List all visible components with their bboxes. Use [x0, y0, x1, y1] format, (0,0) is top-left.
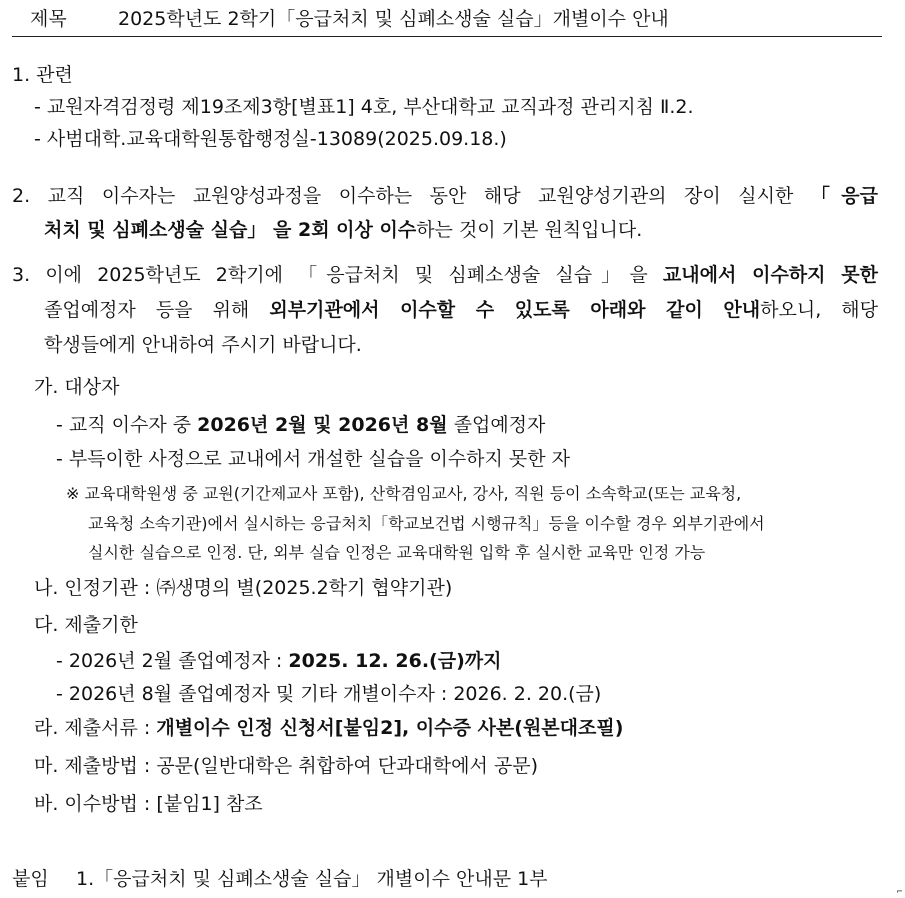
section-1-item-1: - 교원자격검정령 제19조제3항[별표1] 4호, 부산대학교 교직과정 관리지침 Ⅱ.2. — [34, 96, 694, 118]
section-3-line-3: 학생들에게 안내하여 주시기 바랍니다. — [44, 334, 362, 356]
section-2-bold-1: 「응급 — [810, 185, 878, 207]
subsection-ga-item-1 — [56, 412, 545, 438]
subsection-ma: 마. 제출방법 : 공문(일반대학은 취합하여 단과대학에서 공문) — [34, 755, 539, 777]
ra-value: 개별이수 인정 신청서[붙임2], 이수증 사본(원본대조필) — [156, 717, 624, 739]
section-1-heading: 1. 관련 — [12, 64, 73, 86]
ga-note-line-1: ※ 교육대학원생 중 교원(기간제교사 포함), 산학겸임교사, 강사, 직원 등이 소속학교(또는 교육청, — [66, 484, 742, 503]
subject-label: 제목 — [30, 8, 67, 30]
section-2-text-2: 하는 것이 기본 원칙입니다. — [416, 219, 643, 241]
document-title: 2025학년도 2학기「응급처치 및 심폐소생술 실습」개별이수 안내 — [118, 8, 669, 30]
ga-item-1-text: - 교직 이수자 중 — [56, 414, 198, 436]
section-3-line-2 — [44, 297, 878, 323]
section-2-line-1 — [12, 183, 878, 209]
section-2-bold-2: 처치 및 심폐소생술 실습」 을 2회 이상 이수 — [44, 219, 417, 241]
section-3-text-1: 3. 이에 2025학년도 2학기에 「응급처치 및 심폐소생술 실습」을 — [12, 264, 663, 286]
section-3-bold-2: 외부기관에서 이수할 수 있도록 아래와 같이 안내 — [269, 299, 761, 321]
da-item-1-bold: 2025. 12. 26.(금)까지 — [288, 650, 502, 672]
subsection-na: 나. 인정기관 : ㈜생명의 별(2025.2학기 협약기관) — [34, 577, 453, 599]
attachment-text: 1.「응급처치 및 심폐소생술 실습」 개별이수 안내문 1부 — [76, 868, 548, 890]
ga-item-1-bold: 2026년 2월 및 2026년 8월 — [197, 414, 448, 436]
header-divider — [12, 36, 882, 37]
attachment-label: 붙임 — [12, 868, 49, 890]
section-3-text-2: 졸업예정자 등을 위해 — [44, 299, 270, 321]
subsection-da-item-1 — [56, 648, 501, 674]
section-2-text-1: 2. 교직 이수자는 교원양성과정을 이수하는 동안 해당 교원양성기관의 장이 실시한 — [12, 185, 811, 207]
da-item-1-text: - 2026년 2월 졸업예정자 : — [56, 650, 289, 672]
corner-mark: ⌐ — [896, 887, 903, 896]
subsection-ga-item-2: - 부득이한 사정으로 교내에서 개설한 실습을 이수하지 못한 자 — [56, 448, 571, 470]
ga-item-1-tail: 졸업예정자 — [447, 414, 546, 436]
ga-note-line-3: 실시한 실습으로 인정. 단, 외부 실습 인정은 교육대학원 입학 후 실시한 교육만 인정 가능 — [88, 543, 706, 562]
subsection-da-item-2: - 2026년 8월 졸업예정자 및 기타 개별이수자 : 2026. 2. 20.(금) — [56, 683, 602, 705]
section-3-bold-1: 교내에서 이수하지 못한 — [662, 264, 878, 286]
section-1-item-2: - 사범대학.교육대학원통합행정실-13089(2025.09.18.) — [34, 128, 507, 150]
subsection-ba: 바. 이수방법 : [붙임1] 참조 — [34, 793, 263, 815]
subsection-ra — [34, 715, 623, 741]
subsection-da-heading: 다. 제출기한 — [34, 614, 138, 636]
ra-label: 라. 제출서류 : — [34, 717, 157, 739]
section-3-line-1 — [12, 262, 878, 288]
section-3-text-3: 하오니, 해당 — [760, 299, 878, 321]
ga-note-line-2: 교육청 소속기관)에서 실시하는 응급처치「학교보건법 시행규칙」등을 이수할 경우 외부기관에서 — [88, 514, 765, 533]
section-2-line-2 — [44, 217, 642, 243]
subsection-ga-heading: 가. 대상자 — [34, 376, 120, 398]
